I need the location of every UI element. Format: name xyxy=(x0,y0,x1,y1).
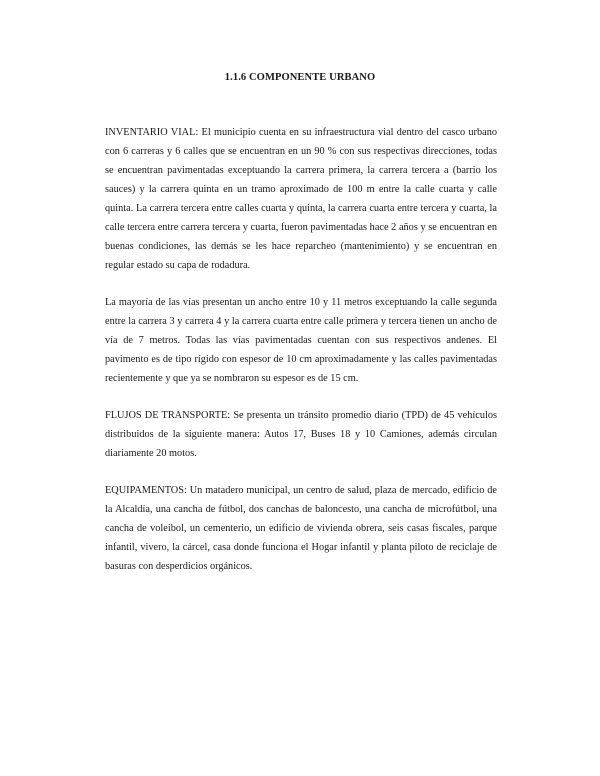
document-body xyxy=(105,123,497,594)
paragraph-inventario-vial: INVENTARIO VIAL: El municipio cuenta en su infraestructura vial dentro del casco urbano con 6 carreras y 6 calles que se encuentran en un 90 % con sus respectivas direcciones, todas se encuentran pavimentadas exceptuando la carrera primera, la carrera tercera a (barrio los sauces) y la carrera quinta en un tramo aproximado de 100 m entre la calle cuarta y calle quinta. La carrera tercera entre calles cuarta y quinta, la carrera cuarta entre tercera y cuarta, la calle tercera entre carrera tercera y cuarta, fueron pavimentadas hace 2 años y se encuentran en buenas condiciones, las demás se les hace reparcheo (mantenimiento) y se encuentran en regular estado su capa de rodadura. xyxy=(105,127,497,271)
section-title: 1.1.6 COMPONENTE URBANO xyxy=(224,72,376,83)
paragraph-equipamentos: EQUIPAMENTOS: Un matadero municipal, un centro de salud, plaza de mercado, edificio de la Alcaldía, una cancha de fútbol, dos canchas de baloncesto, una cancha de microfútbol, una cancha de voleibol, un cementerio, un edificio de vivienda obrera, seis casas fiscales, parque infantil, vivero, la cárcel, casa donde funciona el Hogar infantil y planta piloto de reciclaje de basuras con desperdicios orgánicos. xyxy=(105,485,497,572)
paragraph-flujos-transporte: FLUJOS DE TRANSPORTE: Se presenta un tránsito promedio diario (TPD) de 45 vehículos distribuidos de la siguiente manera: Autos 17, Buses 18 y 10 Camiones, además circulan diariamente 20 motos. xyxy=(105,410,497,459)
paragraph-ancho-vias: La mayoría de las vías presentan un ancho entre 10 y 11 metros exceptuando la calle segunda entre la carrera 3 y carrera 4 y la carrera cuarta entre calle primera y tercera tienen un ancho de vía de 7 metros. Todas las vías pavimentadas cuentan con sus respectivos andenes. El pavimento es de tipo rígido con espesor de 10 cm aproximadamente y las calles pavimentadas recientemente y que ya se nombraron su espesor es de 15 cm. xyxy=(105,297,497,384)
